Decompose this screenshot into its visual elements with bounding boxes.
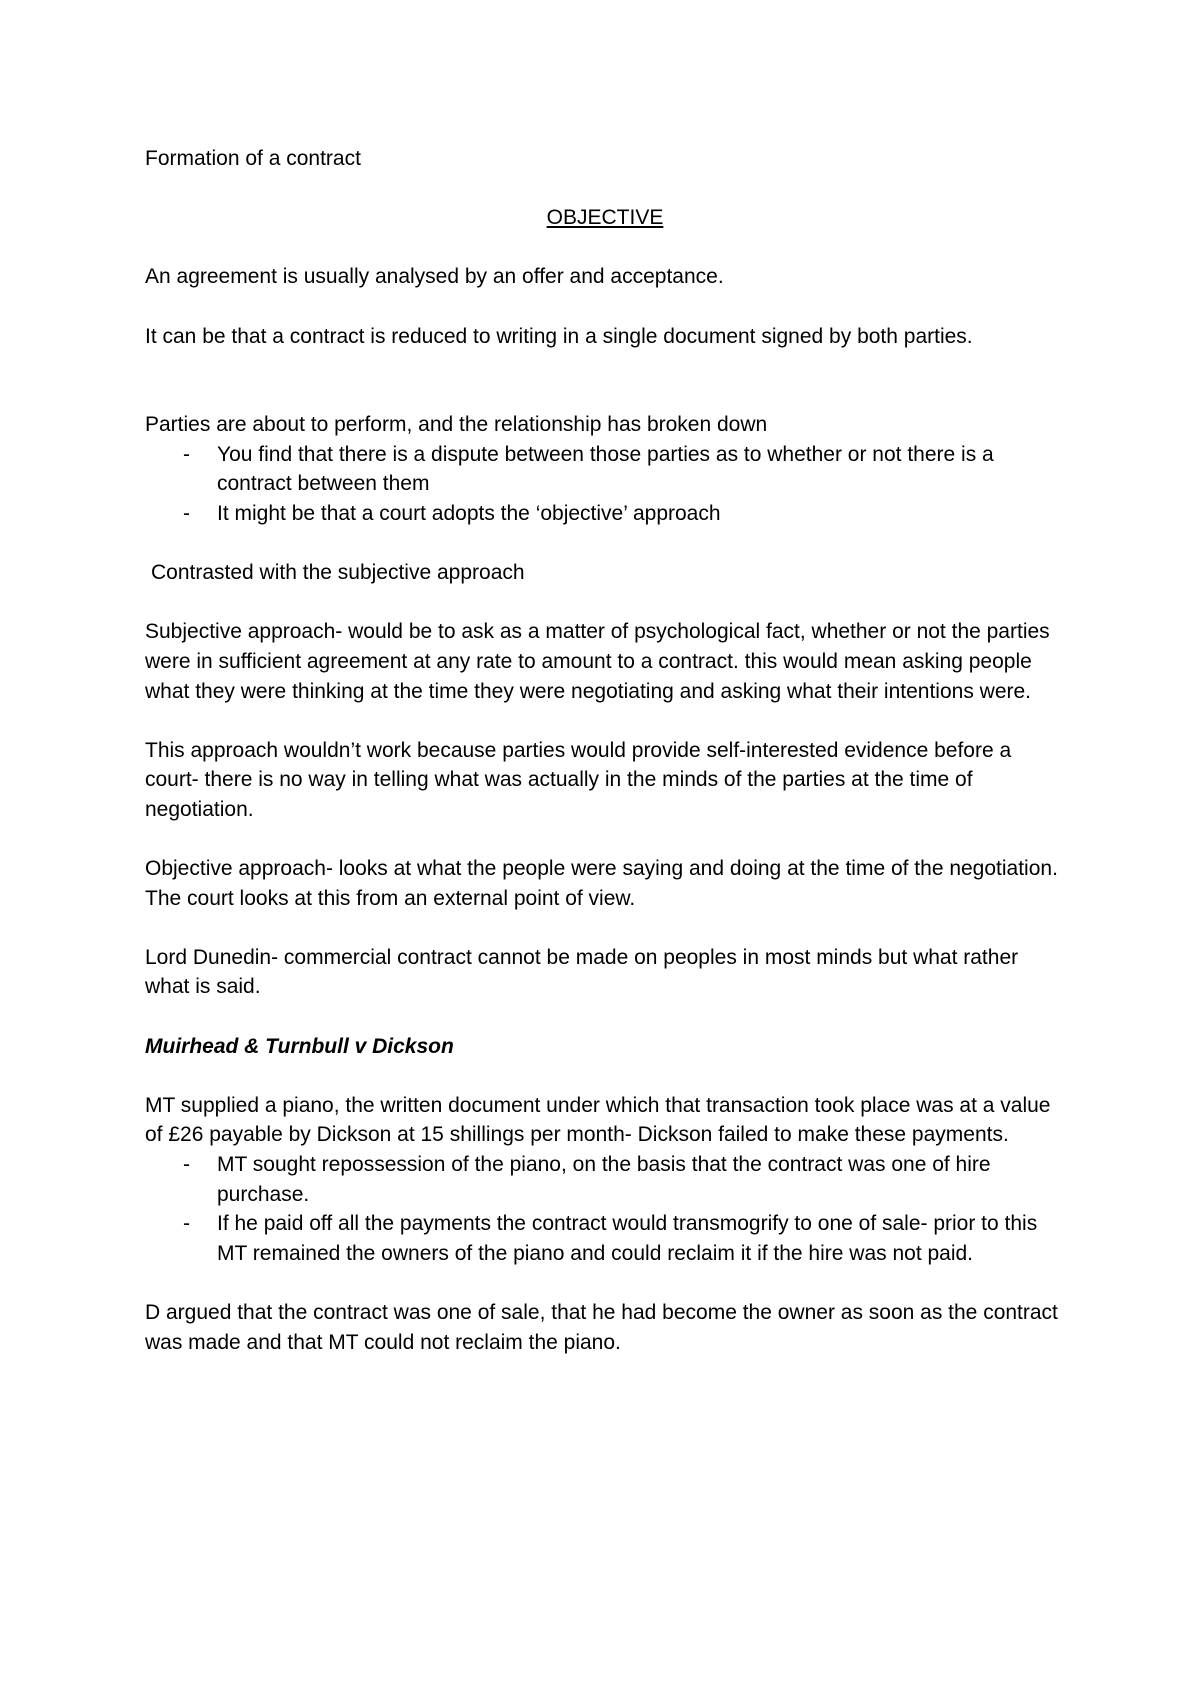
paragraph-mt: MT supplied a piano, the written document under which that transaction took place was at a value of £26 payable by Dickson at 15 shillings per month- Dickson failed to make these payments. [145, 1093, 1051, 1147]
list-item: - You find that there is a dispute between those parties as to whether or not there is a contract between them [145, 440, 1065, 499]
paragraph-subjective: Subjective approach- would be to ask as a matter of psychological fact, whether or not the parties were in sufficient agreement at any rate to amount to a contract. this would mean asking people what they were thinking at the time they were negotiating and asking what their intentions were. [145, 620, 1050, 703]
list-item: - MT sought repossession of the piano, on the basis that the contract was one of hire purchase. [145, 1150, 1065, 1209]
paragraph-wouldnt-work: This approach wouldn’t work because parties would provide self-interested evidence before a court- there is no way in telling what was actually in the minds of the parties at the time of negotiation. [145, 738, 1012, 821]
paragraph-parties: Parties are about to perform, and the relationship has broken down [145, 413, 768, 437]
paragraph-dunedin: Lord Dunedin- commercial contract cannot be made on peoples in most minds but what rather what is said. [145, 945, 1019, 999]
paragraph-contrasted: Contrasted with the subjective approach [151, 561, 525, 585]
paragraph-objective: Objective approach- looks at what the people were saying and doing at the time of the negotiation. The court looks at this from an external point of view. [145, 857, 1058, 910]
paragraph-writing: It can be that a contract is reduced to writing in a single document signed by both parties. [145, 324, 973, 348]
bullet-list-mt [145, 1150, 1065, 1268]
paragraph-d-argued: D argued that the contract was one of sale, that he had become the owner as soon as the contract was made and that MT could not reclaim the piano. [145, 1300, 1058, 1354]
section-heading: OBJECTIVE [546, 206, 664, 230]
document-title: Formation of a contract [145, 147, 361, 170]
list-item: - If he paid off all the payments the contract would transmogrify to one of sale- prior to this MT remained the owners of the piano and could reclaim it if the hire was not paid. [145, 1209, 1065, 1268]
list-item: - It might be that a court adopts the ‘objective’ approach [145, 499, 1065, 529]
document-page [145, 144, 1065, 1387]
paragraph-agreement: An agreement is usually analysed by an offer and acceptance. [145, 265, 724, 289]
bullet-list-parties [145, 440, 1065, 529]
case-name: Muirhead & Turnbull v Dickson [145, 1034, 454, 1058]
